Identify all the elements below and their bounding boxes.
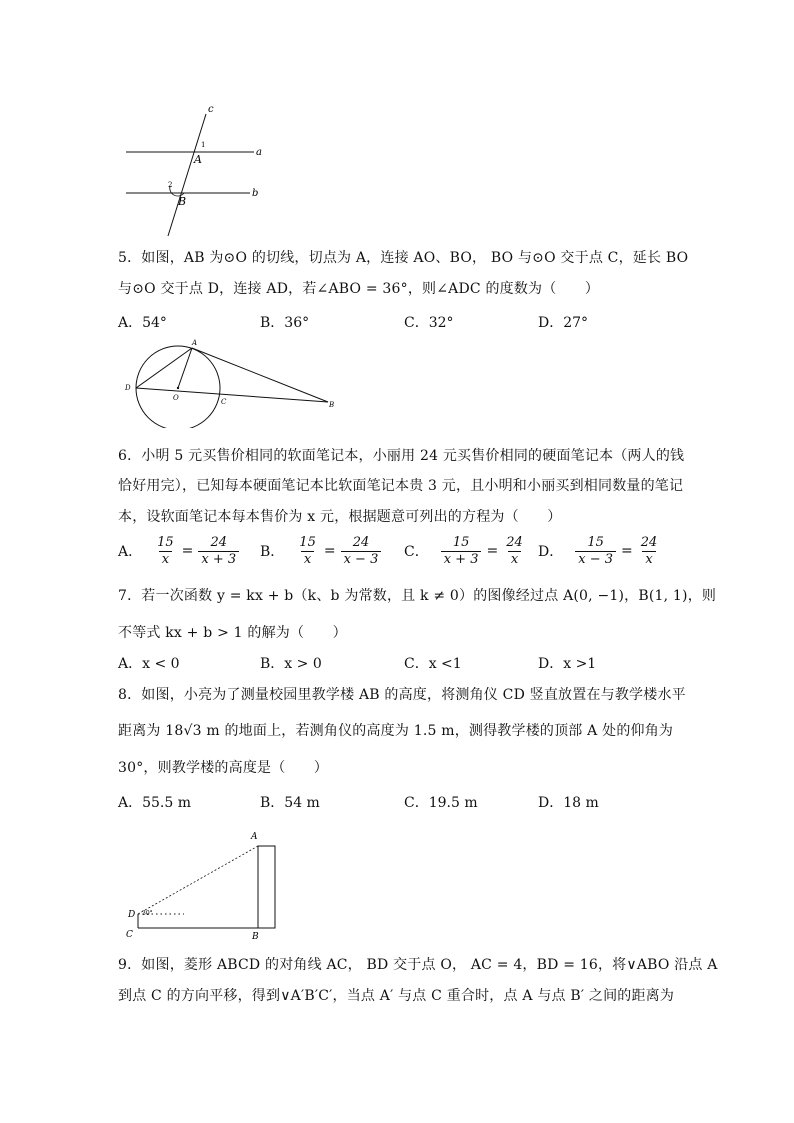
denominator: x + 3 — [198, 551, 239, 568]
label-B: B — [178, 195, 187, 208]
q7-line-2: 不等式 kx + b > 1 的解为（ ） — [118, 625, 347, 641]
option-letter: A． — [118, 544, 143, 560]
label-A: A — [194, 153, 202, 166]
q5-option-c[interactable]: C．32° — [404, 315, 454, 331]
q5-line-1: 5．如图，AB 为⊙O 的切线，切点为 A，连接 AO、BO， BO 与⊙O 交于点 C，延长 BO — [118, 250, 689, 266]
equals-sign: = — [621, 543, 633, 559]
numerator: 24 — [352, 534, 370, 550]
label-angle-2: 2 — [168, 181, 173, 189]
equals-sign: = — [486, 543, 499, 559]
circle-label-b: B — [329, 401, 335, 409]
numerator: 24 — [210, 534, 228, 550]
q6-line-3: 本，设软面笔记本每本售价为 x 元，根据题意可列出的方程为（ ） — [118, 509, 562, 525]
denominator: x — [159, 551, 172, 568]
equals-sign: = — [323, 543, 336, 559]
numerator: 15 — [452, 534, 470, 550]
fraction-left — [575, 535, 616, 568]
q5-option-d[interactable]: D．27° — [538, 315, 589, 331]
label-a: a — [256, 147, 262, 158]
q5-line-2: 与⊙O 交于点 D，连接 AD，若∠ABO = 36°，则∠ADC 的度数为（ ） — [118, 281, 600, 297]
label-b: b — [252, 188, 259, 199]
building-elevation-figure — [118, 826, 288, 942]
q7-option-b[interactable]: B．x > 0 — [260, 656, 322, 672]
numerator: 15 — [587, 534, 604, 550]
q5-option-a[interactable]: A．54° — [118, 315, 167, 331]
q6-line-1: 6．小明 5 元买售价相同的软面笔记本，小丽用 24 元买售价相同的硬面笔记本（两人的钱 — [118, 448, 685, 464]
angle-label-30: 30° — [142, 910, 153, 917]
fraction-right — [503, 535, 526, 568]
numerator: 15 — [157, 534, 174, 550]
q5-option-b[interactable]: B．36° — [260, 315, 310, 331]
building-label-d: D — [128, 910, 136, 920]
denominator: x — [642, 551, 655, 568]
numerator: 24 — [640, 534, 658, 550]
building-label-a: A — [251, 832, 258, 842]
q7-line-1: 7．若一次函数 y = kx + b（k、b 为常数，且 k ≠ 0）的图像经过点 A(0, −1)，B(1, 1)，则 — [118, 588, 717, 604]
parallel-lines-figure — [118, 100, 278, 242]
denominator: x + 3 — [441, 551, 482, 568]
q7-option-c[interactable]: C．x <1 — [404, 656, 462, 672]
label-c: c — [208, 104, 214, 115]
fraction-right — [341, 535, 382, 568]
q9-line-1: 9．如图，菱形 ABCD 的对角线 AC， BD 交于点 O， AC = 4，BD = 16，将∨ABO 沿点 A — [118, 957, 718, 973]
building-label-b: B — [252, 932, 259, 942]
q6-option-d[interactable] — [538, 531, 662, 571]
q7-option-a[interactable]: A．x < 0 — [118, 656, 180, 672]
denominator: x — [508, 551, 521, 568]
q6-option-b[interactable] — [260, 531, 383, 571]
q6-option-c[interactable] — [404, 531, 528, 571]
circle-tangent-figure — [118, 336, 348, 428]
option-letter: B． — [260, 544, 285, 560]
circle-label-d: D — [125, 384, 131, 392]
fraction-left — [154, 535, 177, 568]
numerator: 15 — [299, 534, 316, 550]
q6-line-2: 恰好用完），已知每本硬面笔记本比软面笔记本贵 3 元，且小明和小丽买到相同数量的笔记 — [118, 478, 684, 494]
q8-option-c[interactable]: C．19.5 m — [404, 795, 478, 811]
q8-line-3: 30°，则教学楼的高度是（ ） — [118, 760, 329, 776]
circle-label-o: O — [173, 394, 179, 402]
q8-option-a[interactable]: A．55.5 m — [118, 795, 192, 811]
building-label-c: C — [126, 930, 133, 940]
circle-label-a: A — [192, 339, 198, 347]
q8-option-b[interactable]: B．54 m — [260, 795, 320, 811]
circle-label-c: C — [221, 398, 227, 406]
q6-option-a[interactable] — [118, 531, 241, 571]
label-angle-1: 1 — [201, 141, 206, 149]
denominator: x − 3 — [341, 551, 382, 568]
q7-option-d[interactable]: D．x >1 — [538, 656, 597, 672]
denominator: x — [301, 551, 314, 568]
option-letter: C． — [404, 544, 429, 560]
q8-option-d[interactable]: D．18 m — [538, 795, 599, 811]
option-letter: D． — [538, 544, 564, 560]
denominator: x − 3 — [575, 551, 616, 568]
fraction-left — [441, 535, 482, 568]
q8-line-2: 距离为 18√3 m 的地面上，若测角仪的高度为 1.5 m，测得教学楼的顶部 A 处的仰角为 — [118, 723, 674, 739]
fraction-right — [198, 535, 239, 568]
numerator: 24 — [506, 534, 523, 550]
q9-line-2: 到点 C 的方向平移，得到∨A′B′C′，当点 A′ 与点 C 重合时，点 A 与点 B′ 之间的距离为 — [118, 988, 675, 1004]
fraction-right — [638, 535, 661, 568]
q8-line-1: 8．如图，小亮为了测量校园里教学楼 AB 的高度，将测角仪 CD 竖直放置在与教学楼水平 — [118, 687, 686, 703]
equals-sign: = — [181, 543, 194, 559]
fraction-left — [296, 535, 319, 568]
